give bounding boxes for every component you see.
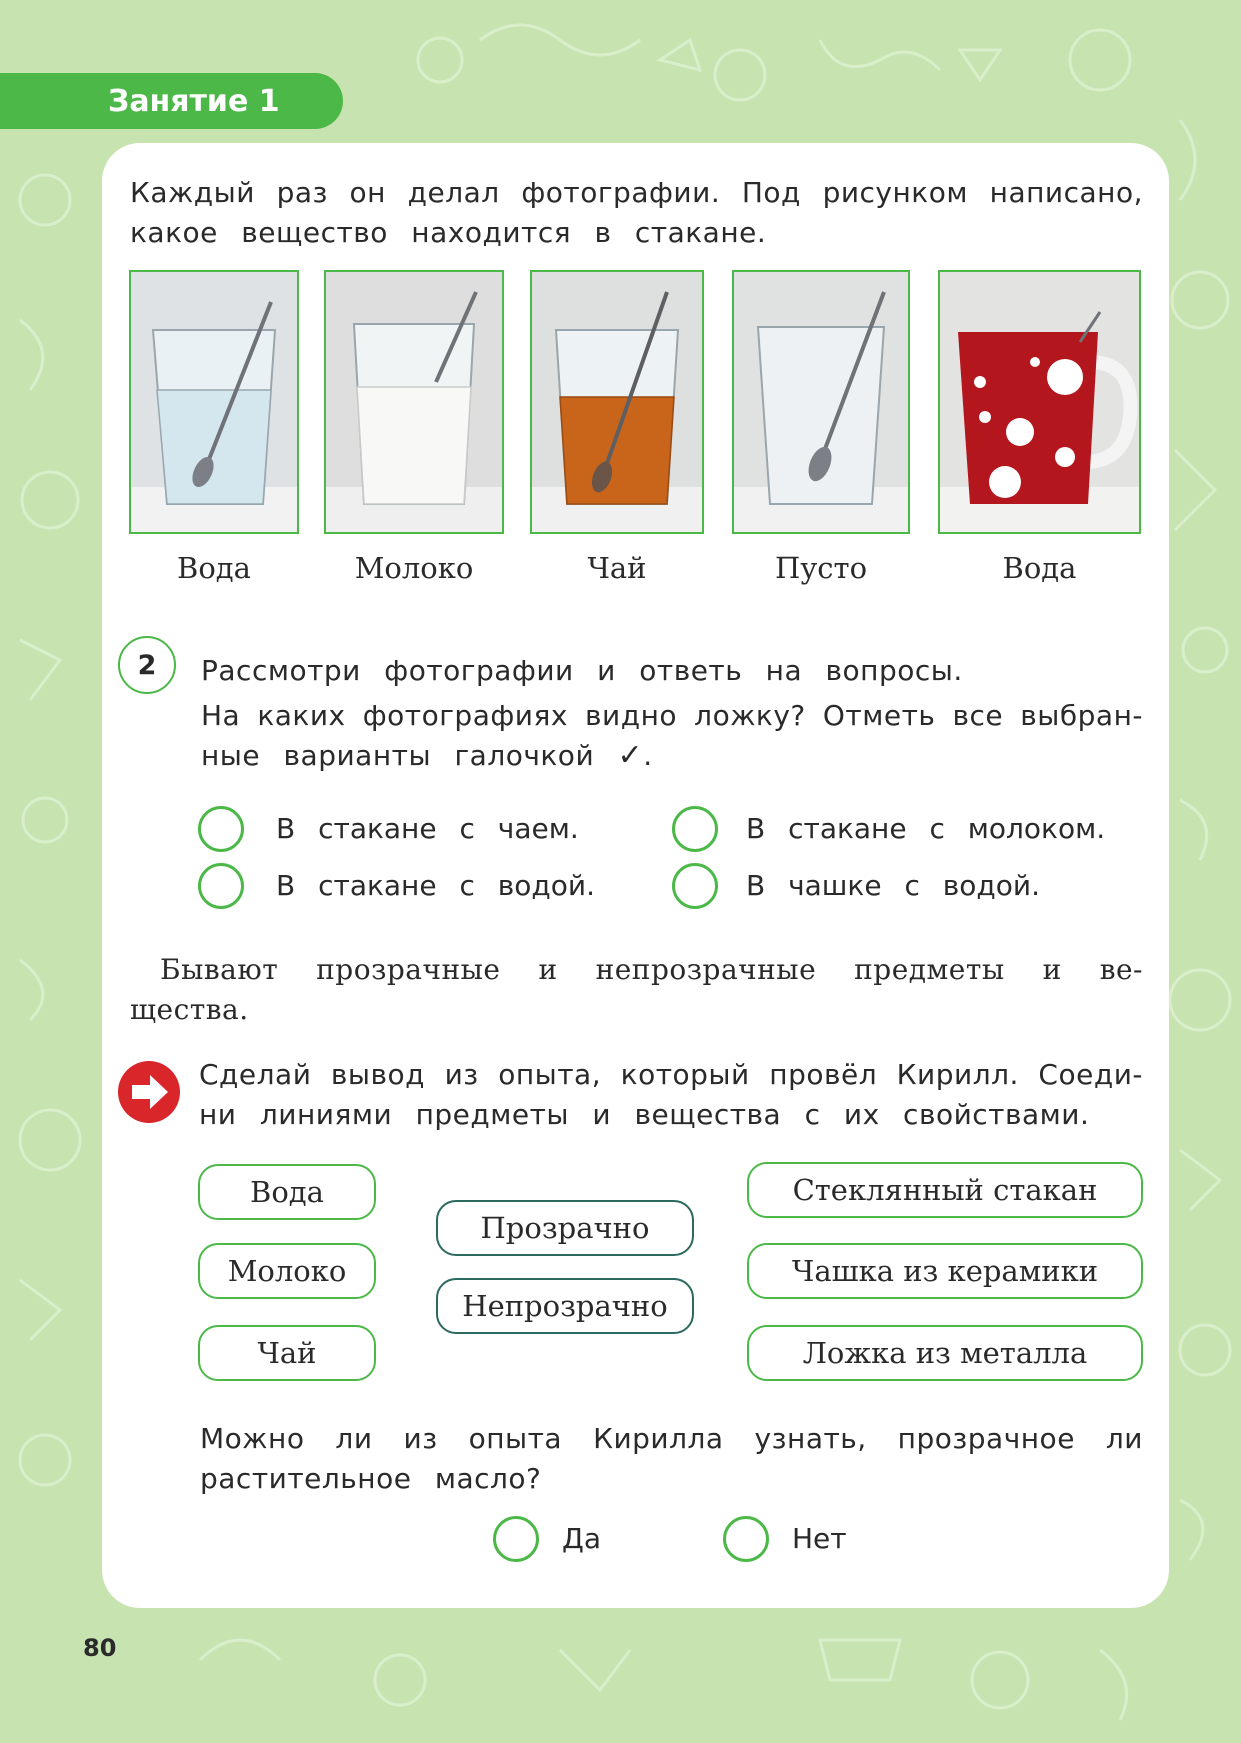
match-item-ceramic-mug[interactable]: Чашка из керамики: [747, 1243, 1143, 1299]
match-item-water[interactable]: Вода: [198, 1164, 376, 1220]
option-label-milk: В стакане с молоком.: [746, 812, 1106, 845]
intro-line-1: Каждый раз он делал фотографии. Под рисунком написано,: [130, 176, 1143, 209]
checkbox-water-glass[interactable]: [198, 863, 244, 909]
checkbox-milk[interactable]: [672, 806, 718, 852]
task2-line-3-text: ные варианты галочкой: [201, 739, 595, 772]
task2-line-2: На каких фотографиях видно ложку? Отметь все выбран-: [201, 699, 1143, 732]
photo-tea-glass: [530, 270, 704, 534]
note-line-2: щества.: [130, 993, 249, 1026]
task2-line-1: Рассмотри фотографии и ответь на вопросы.: [201, 654, 963, 687]
property-transparent[interactable]: Прозрачно: [436, 1200, 694, 1256]
photo-empty-glass: [732, 270, 910, 534]
lesson-tab: Занятие 1: [0, 73, 343, 129]
photo-caption: Вода: [1002, 551, 1077, 585]
answer-yes-label: Да: [562, 1522, 602, 1555]
page-number: 80: [83, 1634, 117, 1662]
option-label-tea: В стакане с чаем.: [276, 812, 579, 845]
match-item-milk[interactable]: Молоко: [198, 1243, 376, 1299]
radio-yes[interactable]: [493, 1516, 539, 1562]
task-number-badge: 2: [118, 636, 176, 694]
photo-water-glass: [129, 270, 299, 534]
match-item-glass[interactable]: Стеклянный стакан: [747, 1162, 1143, 1218]
checkbox-water-mug[interactable]: [672, 863, 718, 909]
answer-no-label: Нет: [792, 1522, 847, 1555]
question-line-2: растительное масло?: [200, 1462, 542, 1495]
checkmark-icon: ✓: [617, 738, 644, 773]
match-item-tea[interactable]: Чай: [198, 1325, 376, 1381]
photo-caption: Молоко: [354, 551, 474, 585]
checkbox-tea[interactable]: [198, 806, 244, 852]
option-label-water-mug: В чашке с водой.: [746, 869, 1040, 902]
task2-line-3: ные варианты галочкой ✓.: [201, 738, 653, 773]
red-arrow-icon: [118, 1061, 180, 1123]
property-opaque[interactable]: Непрозрачно: [436, 1278, 694, 1334]
option-label-water-glass: В стакане с водой.: [276, 869, 595, 902]
question-line-1: Можно ли из опыта Кирилла узнать, прозрачное ли: [200, 1422, 1143, 1455]
match-item-metal-spoon[interactable]: Ложка из металла: [747, 1325, 1143, 1381]
photo-caption: Пусто: [774, 551, 868, 585]
task3-line-2: ни линиями предметы и вещества с их свойствами.: [199, 1098, 1090, 1131]
photo-caption: Вода: [177, 551, 251, 585]
radio-no[interactable]: [723, 1516, 769, 1562]
photo-ceramic-mug: [938, 270, 1141, 534]
note-line-1: Бывают прозрачные и непрозрачные предметы и ве-: [160, 953, 1143, 986]
photo-milk-glass: [324, 270, 504, 534]
content-card: [102, 143, 1169, 1608]
task3-line-1: Сделай вывод из опыта, который провёл Кирилл. Соеди-: [199, 1058, 1143, 1091]
photo-caption: Чай: [587, 551, 647, 585]
intro-line-2: какое вещество находится в стакане.: [130, 216, 767, 249]
